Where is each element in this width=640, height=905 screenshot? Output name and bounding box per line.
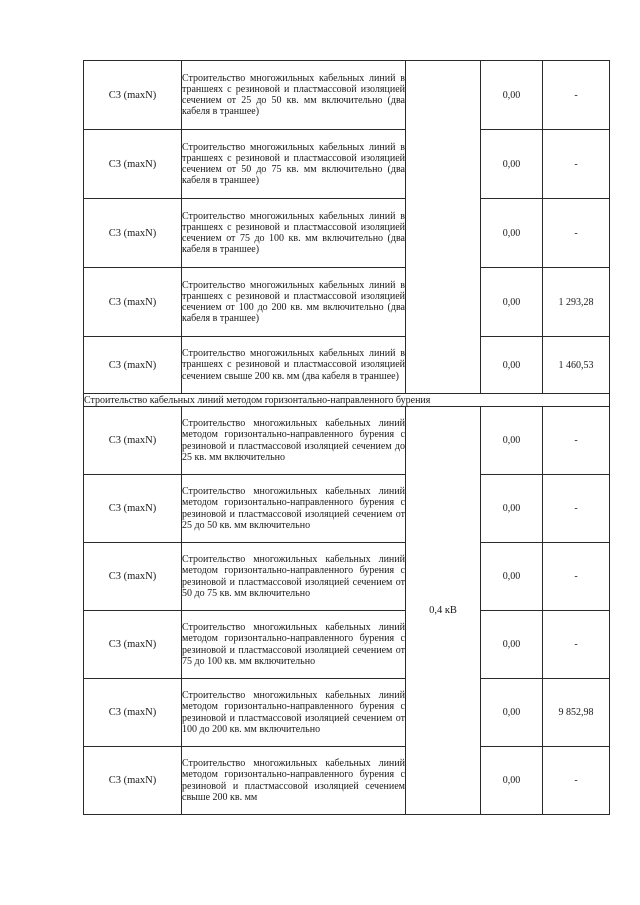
code-cell: С3 (maxN) <box>84 337 182 394</box>
value2-cell: 9 852,98 <box>543 679 610 747</box>
description-cell: Строительство многожильных кабельных линий в траншеях с резиновой и пластмассовой изоляцией сечением от 25 до 50 кв. мм включительно (два кабеля в траншее) <box>182 61 406 130</box>
code-cell: С3 (maxN) <box>84 61 182 130</box>
description-cell: Строительство многожильных кабельных линий методом горизонтально-направленного бурения с резиновой и пластмассовой изоляцией сечением до 25 кв. мм включительно <box>182 407 406 475</box>
value1-cell: 0,00 <box>481 130 543 199</box>
description-cell: Строительство многожильных кабельных линий методом горизонтально-направленного бурения с резиновой и пластмассовой изоляцией сечением от 75 до 100 кв. мм включительно <box>182 611 406 679</box>
table-row <box>84 543 610 611</box>
value2-cell: 1 460,53 <box>543 337 610 394</box>
value2-cell: - <box>543 61 610 130</box>
table-row <box>84 611 610 679</box>
table-row <box>84 268 610 337</box>
description-cell: Строительство многожильных кабельных линий методом горизонтально-направленного бурения с резиновой и пластмассовой изоляцией сечением от 50 до 75 кв. мм включительно <box>182 543 406 611</box>
value2-cell: - <box>543 130 610 199</box>
value2-cell: - <box>543 747 610 815</box>
value1-cell: 0,00 <box>481 268 543 337</box>
description-cell: Строительство многожильных кабельных линий методом горизонтально-направленного бурения с резиновой и пластмассовой изоляцией сечением от 100 до 200 кв. мм включительно <box>182 679 406 747</box>
value1-cell: 0,00 <box>481 337 543 394</box>
value1-cell: 0,00 <box>481 199 543 268</box>
value1-cell: 0,00 <box>481 679 543 747</box>
value2-cell: - <box>543 407 610 475</box>
value1-cell: 0,00 <box>481 611 543 679</box>
value1-cell: 0,00 <box>481 543 543 611</box>
description-cell: Строительство многожильных кабельных линий в траншеях с резиновой и пластмассовой изоляцией сечением от 100 до 200 кв. мм включительно (два кабеля в траншее) <box>182 268 406 337</box>
table-row <box>84 61 610 130</box>
description-cell: Строительство многожильных кабельных линий в траншеях с резиновой и пластмассовой изоляцией сечением от 50 до 75 кв. мм включительно (два кабеля в траншее) <box>182 130 406 199</box>
section-title: Строительство кабельных линий методом горизонтально-направленного бурения <box>84 394 610 407</box>
code-cell: С3 (maxN) <box>84 199 182 268</box>
table-row <box>84 199 610 268</box>
code-cell: С3 (maxN) <box>84 407 182 475</box>
table-row <box>84 407 610 475</box>
code-cell: С3 (maxN) <box>84 130 182 199</box>
description-cell: Строительство многожильных кабельных линий в траншеях с резиновой и пластмассовой изоляцией сечением от 75 до 100 кв. мм включительно (два кабеля в траншее) <box>182 199 406 268</box>
value1-cell: 0,00 <box>481 475 543 543</box>
code-cell: С3 (maxN) <box>84 679 182 747</box>
value1-cell: 0,00 <box>481 407 543 475</box>
value1-cell: 0,00 <box>481 61 543 130</box>
table-row <box>84 337 610 394</box>
section-row <box>84 394 610 407</box>
code-cell: С3 (maxN) <box>84 747 182 815</box>
table-row <box>84 679 610 747</box>
code-cell: С3 (maxN) <box>84 475 182 543</box>
value2-cell: - <box>543 199 610 268</box>
voltage-cell: 0,4 кВ <box>406 407 481 815</box>
value2-cell: - <box>543 543 610 611</box>
code-cell: С3 (maxN) <box>84 611 182 679</box>
table-row <box>84 747 610 815</box>
value1-cell: 0,00 <box>481 747 543 815</box>
description-cell: Строительство многожильных кабельных линий методом горизонтально-направленного бурения с резиновой и пластмассовой изоляцией сечением от 25 до 50 кв. мм включительно <box>182 475 406 543</box>
table-row <box>84 475 610 543</box>
value2-cell: - <box>543 475 610 543</box>
value2-cell: 1 293,28 <box>543 268 610 337</box>
value2-cell: - <box>543 611 610 679</box>
code-cell: С3 (maxN) <box>84 268 182 337</box>
voltage-cell-empty <box>406 61 481 394</box>
description-cell: Строительство многожильных кабельных линий методом горизонтально-направленного бурения с резиновой и пластмассовой изоляцией сечением свыше 200 кв. мм <box>182 747 406 815</box>
description-cell: Строительство многожильных кабельных линий в траншеях с резиновой и пластмассовой изоляцией сечением свыше 200 кв. мм (два кабеля в траншее) <box>182 337 406 394</box>
code-cell: С3 (maxN) <box>84 543 182 611</box>
table-row <box>84 130 610 199</box>
tariff-table <box>83 60 610 815</box>
